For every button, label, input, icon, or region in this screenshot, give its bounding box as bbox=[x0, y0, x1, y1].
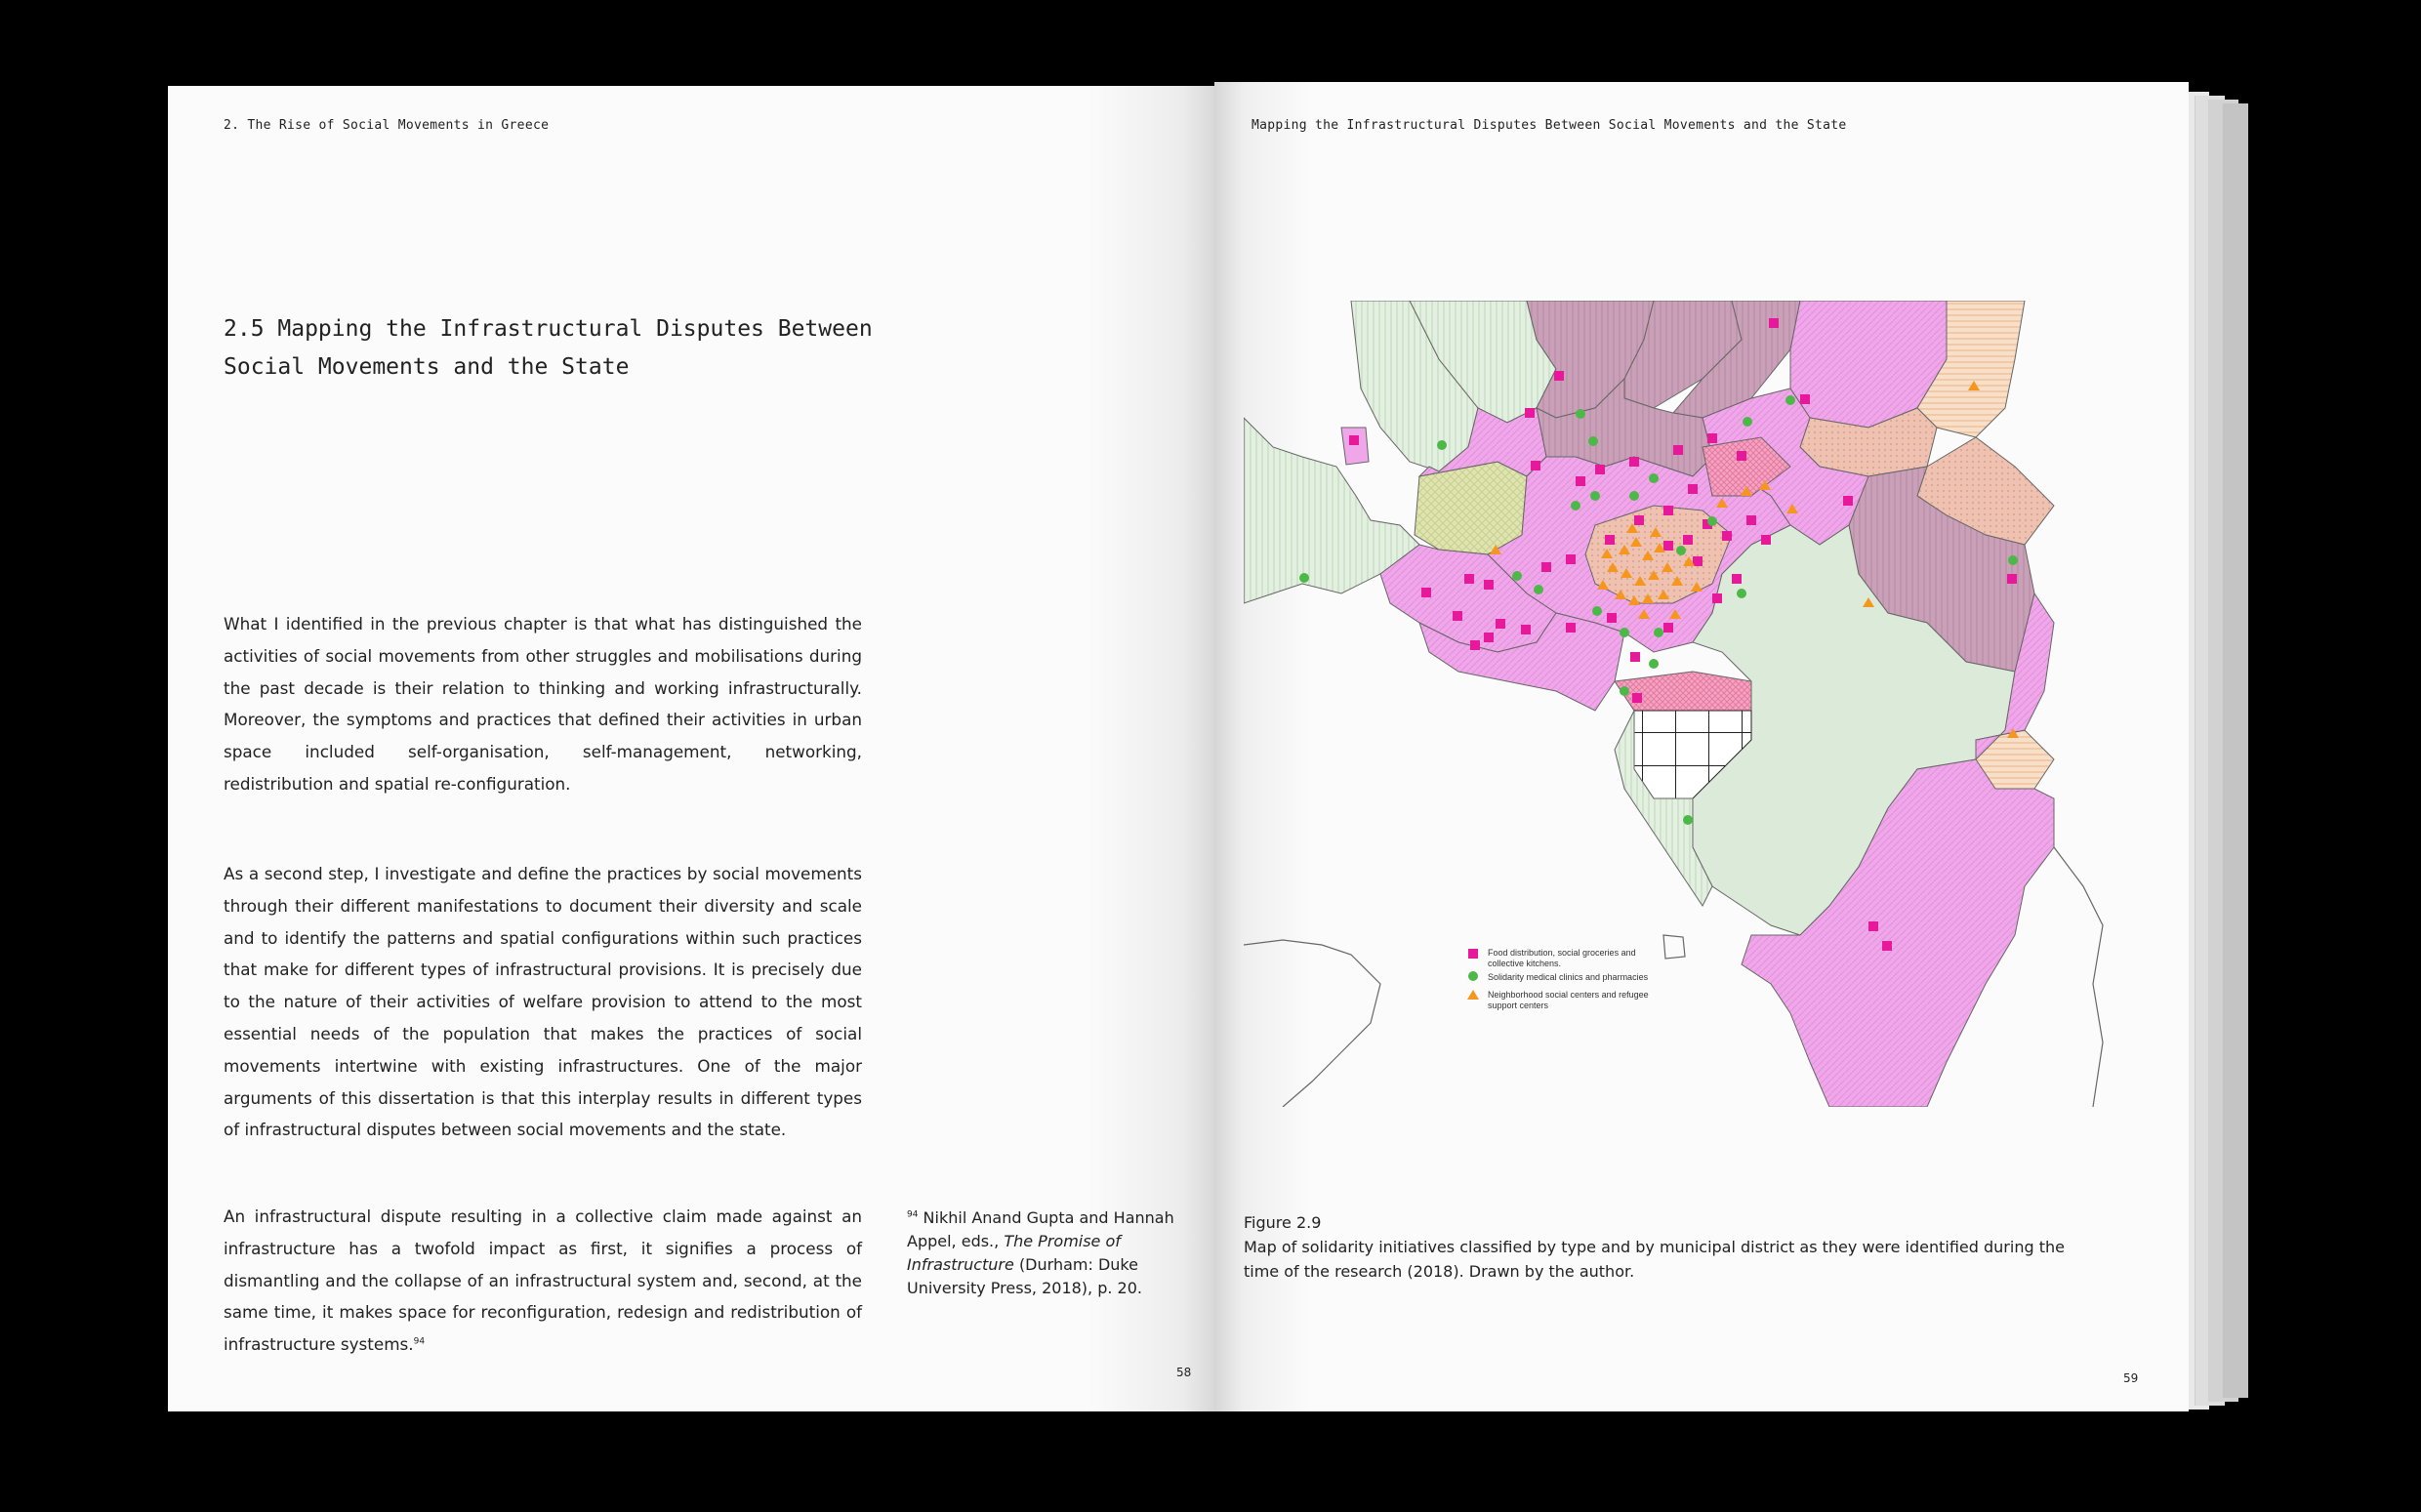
page-number-left: 58 bbox=[1176, 1366, 1192, 1379]
chapter-title-line: Social Movements and the State bbox=[224, 354, 630, 380]
figure-caption bbox=[1244, 1210, 2083, 1284]
page-edge bbox=[2222, 103, 2248, 1398]
olive-district bbox=[1415, 462, 1527, 554]
footnote-number: 94 bbox=[907, 1209, 919, 1220]
body-paragraph-with-note bbox=[224, 1201, 862, 1361]
footnote-publication: (Durham: Duke University Press, 2018), p. 20. bbox=[907, 1255, 1142, 1297]
south-coastline bbox=[1244, 940, 1380, 1107]
legend-medical-label: Solidarity medical clinics and pharmacies bbox=[1488, 972, 1649, 982]
body-paragraph: What I identified in the previous chapter is that what has distinguished the activities of social movements from other struggles and mobilisations during the past decade is their relation to thinking and working infrastructurally. Moreover, the symptoms and practices that defined their activities in urban space included self-organisation, self-management, networking, redistribution and spatial re-configuration. bbox=[224, 614, 862, 794]
figure-label: Figure 2.9 bbox=[1244, 1213, 1322, 1232]
east-coastline bbox=[2054, 847, 2103, 1107]
legend-food-label: Food distribution, social groceries and bbox=[1488, 948, 1636, 958]
map-legend bbox=[1467, 948, 1649, 1010]
body-paragraph: An infrastructural dispute resulting in a collective claim made against an infrastructure has a twofold impact as first, it signifies a process of dismantling and the collapse of an infrastructural system and, second, at the same time, it makes space for reconfiguration, redesign and redistribution of infrastructure systems. bbox=[224, 1206, 862, 1355]
red-striped-district-south bbox=[1615, 672, 1751, 711]
footnote-authors: Nikhil Anand Gupta and Hannah Appel, eds., bbox=[907, 1208, 1174, 1250]
footnote bbox=[907, 1206, 1205, 1300]
small-island-pink bbox=[1341, 428, 1369, 465]
legend-food-label: collective kitchens. bbox=[1488, 959, 1562, 968]
running-head-right: Mapping the Infrastructural Disputes Between Social Movements and the State bbox=[1252, 118, 1847, 133]
chapter-title bbox=[224, 310, 926, 387]
legend-food-square bbox=[1468, 949, 1478, 959]
legend-social-triangle bbox=[1467, 990, 1479, 1000]
running-head-left: 2. The Rise of Social Movements in Greece bbox=[224, 118, 550, 133]
legend-social-label: Neighborhood social centers and refugee bbox=[1488, 990, 1649, 1000]
legend-medical-circle bbox=[1468, 971, 1478, 981]
page-number-right: 59 bbox=[2123, 1371, 2139, 1385]
footnote-title: The Promise of Infrastructure bbox=[907, 1232, 1121, 1274]
island-outline bbox=[1663, 935, 1685, 959]
body-paragraph: As a second step, I investigate and define the practices by social movements through their different manifestations to document their diversity and scale and to identify the patterns and spatial configurations within such practices that make for different types of infrastructural provisions. It is precisely due to the nature of their activities of welfare provision to attend to the most essential needs of the population that makes the practices of social movements intertwine with existing infrastructures. One of the major arguments of this dissertation is that this interplay results in different types of infrastructural disputes between social movements and the state. bbox=[224, 864, 862, 1140]
legend-social-label: support centers bbox=[1488, 1001, 1549, 1010]
figure-caption-text: Map of solidarity initiatives classified by type and by municipal district as they were identified during the time of the research (2018). Drawn by the author. bbox=[1244, 1238, 2065, 1281]
footnote-reference: 94 bbox=[413, 1336, 426, 1347]
chapter-title-line: 2.5 Mapping the Infrastructural Disputes Between bbox=[224, 316, 873, 342]
solidarity-initiatives-map bbox=[1244, 301, 2118, 1107]
